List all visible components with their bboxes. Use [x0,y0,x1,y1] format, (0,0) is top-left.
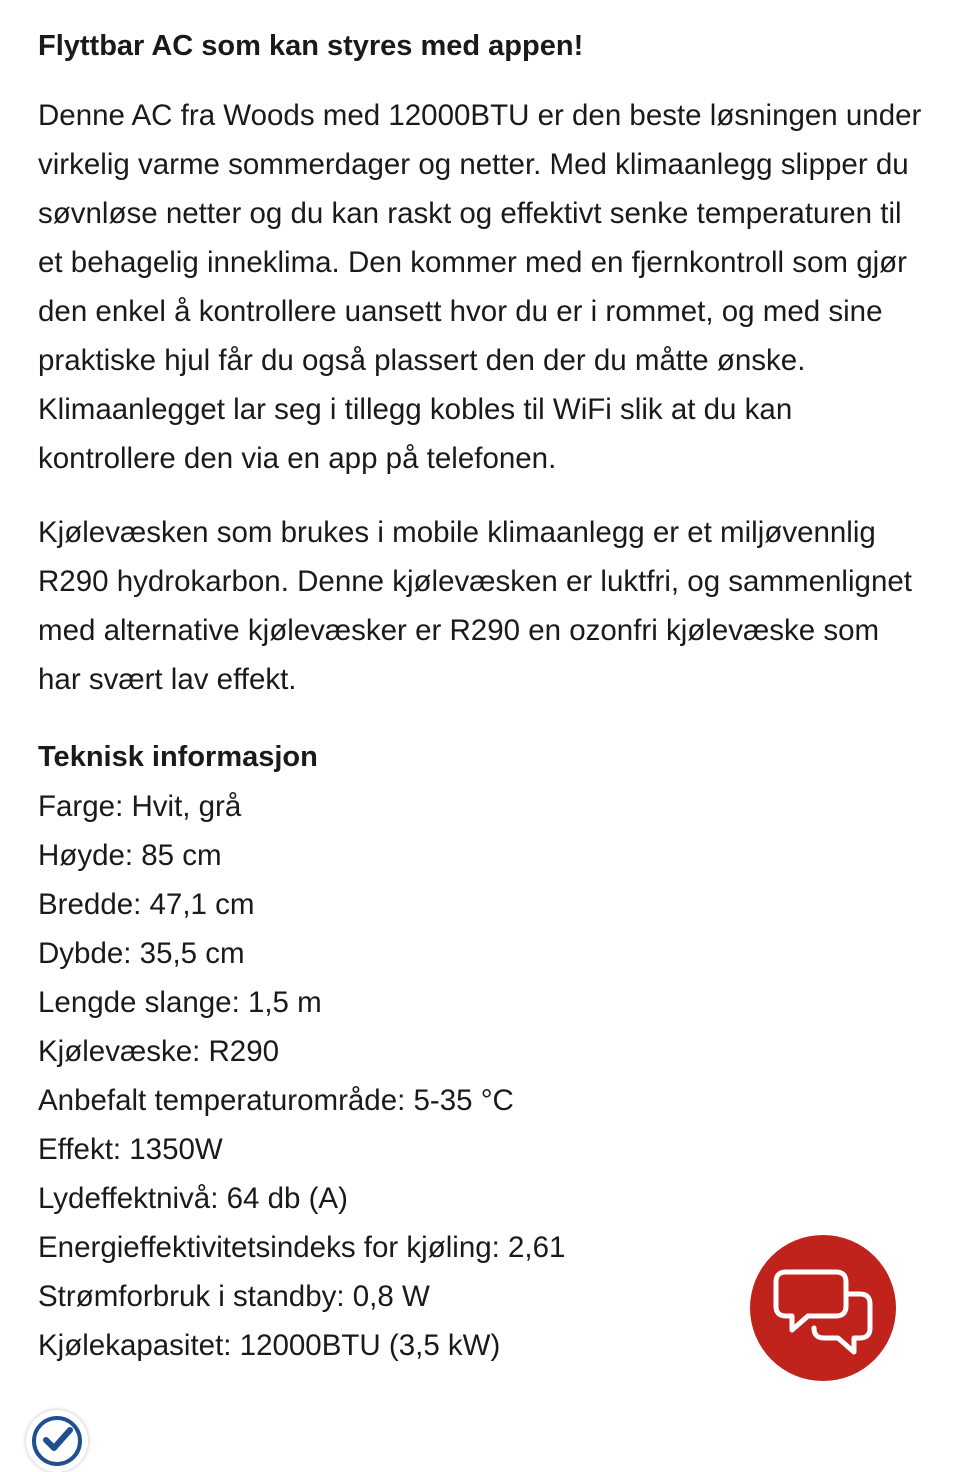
spec-energy-index: Energieffektivitetsindeks for kjøling: 2,61 [38,1231,566,1264]
spec-color: Farge: Hvit, grå [38,790,242,823]
description-paragraph-2: Kjølevæsken som brukes i mobile klimaanlegg er et miljøvennlig R290 hydrokarbon. Denne kjølevæsken er luktfri, og sammenlignet med alternative kjølevæsker er R290 en ozonfri kjølevæske som har svært lav effekt. [38,516,912,696]
spec-cooling-capacity: Kjølekapasitet: 12000BTU (3,5 kW) [38,1329,501,1362]
spec-height: Høyde: 85 cm [38,839,222,872]
spec-coolant: Kjølevæske: R290 [38,1035,280,1068]
spec-sound-level: Lydeffektnivå: 64 db (A) [38,1182,348,1215]
spec-power: Effekt: 1350W [38,1133,223,1166]
spec-standby-power: Strømforbruk i standby: 0,8 W [38,1280,430,1313]
chat-button[interactable] [750,1235,896,1381]
description-paragraph-1: Denne AC fra Woods med 12000BTU er den beste løsningen under virkelig varme sommerdager og netter. Med klimaanlegg slipper du søvnløse netter og du kan raskt og effektivt senke temperaturen til et behagelig inneklima. Den kommer med en fjernkontroll som gjør den enkel å kontrollere uansett hvor du er i rommet, og med sine praktiske hjul får du også plassert den der du måtte ønske. Klimaanlegget lar seg i tillegg kobles til WiFi slik at du kan kontrollere den via en app på telefonen. [38,99,922,475]
verified-check-icon [26,1410,88,1472]
product-description [38,22,928,1370]
spec-width: Bredde: 47,1 cm [38,888,255,921]
product-heading: Flyttbar AC som kan styres med appen! [38,30,584,62]
spec-temperature-range: Anbefalt temperaturområde: 5-35 °C [38,1084,514,1117]
spec-depth: Dybde: 35,5 cm [38,937,245,970]
verified-badge[interactable] [26,1410,88,1472]
spec-hose-length: Lengde slange: 1,5 m [38,986,322,1019]
chat-bubbles-icon [750,1235,896,1381]
specs-heading: Teknisk informasjon [38,741,318,773]
